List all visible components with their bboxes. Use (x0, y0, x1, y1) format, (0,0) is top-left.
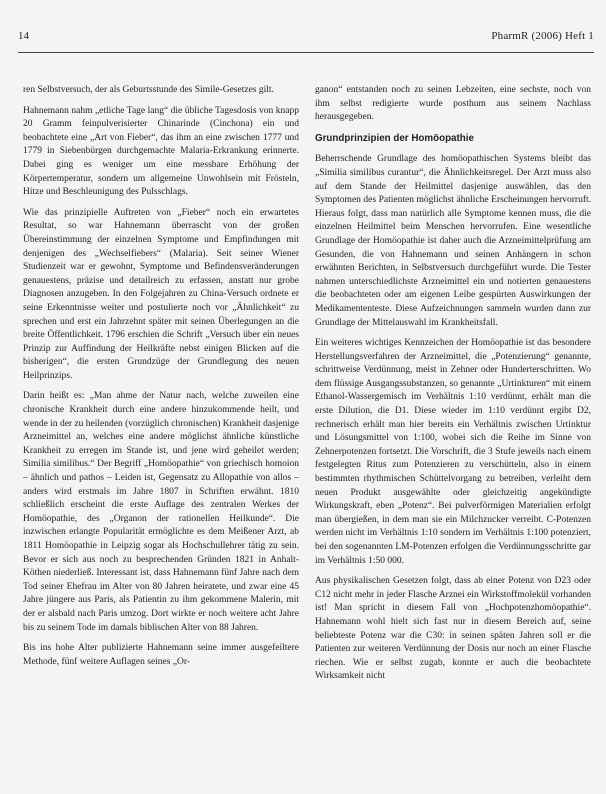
paragraph: Darin heißt es: „Man ahme der Natur nach, welche zuweilen eine chronische Krankheit durch eine andere hinzukommende heilt, und wende in der zu heilenden (vorzüglich chronischen) Krankheit dasjenige Arzneimittel an, welches eine andere möglichst ähnliche künstliche Krankheit zu erregen im Stande ist, und jene wird geheilet werden; Similia similibus.“ Der Begriff „Homöopathie“ von griechisch homoion – ähnlich und pathos – Leiden ist, Gegensatz zu Allopathie von allos – anders wird erstmals im Jahre 1807 in Schriften erwähnt. 1810 schließlich erscheint die erste Auflage des zentralen Werkes der Homöopathie, des „Organon der rationellen Heilkunde“. Die inzwischen erlangte Popularität ermöglichte es dem Meißener Arzt, ab 1811 Homöopathie in Leipzig sogar als Hochschullehrer tätig zu sein. Bevor er sich aus noch zu besprechenden Gründen 1821 in Anhalt-Köthen niederließ. Interessant ist, dass Hahnemann fünf Jahre nach dem Tod seiner Ehefrau im Alter von 80 Jahren heiratete, und zwar eine 45 Jahre jüngere aus Paris, als Patientin zu ihm gekommene Malerin, mit der er alsbald nach Paris umzog. Dort wirkte er noch weitere acht Jahre bis zu seinem Tode im damals biblischen Alter von 88 Jahren. (23, 391, 299, 633)
left-column (23, 84, 299, 784)
journal-reference: PharmR (2006) Heft 1 (491, 30, 594, 42)
paragraph: Beherrschende Grundlage des homöopathischen Systems bleibt das „Similia similibus curantur“, die Ähnlichkeitsregel. Der Arzt muss also auf dem Stande der Heilmittel dasjenige auswählen, das den Symptomen des Patienten möglichst ähnliche Erscheinungen hervorruft. Hieraus folgt, dass man natürlich alle Symptome kennen muss, die die einzelnen Heilmittel beim Menschen hervorrufen. Eine wesentliche Grundlage der Homöopathie ist daher auch die Arzneimittelprüfung am Gesunden, die von Hahnemann und seinen Anhängern in schon erwähnten Berichten, in Selbstversuch durchgeführt wurde. Die Tester nahmen unterschiedlichste Arzneimittel ein und notierten genauestens die beobachteten oder am eigenen Leibe gespürten Auswirkungen der Medikamententeste. Diese Aufzeichnungen sammeln wurden dann zur Grundlage der Mittelauswahl im Krankheitsfall. (315, 154, 591, 328)
paragraph: Wie das prinzipielle Auftreten von „Fieber“ noch ein erwartetes Resultat, so war Hahnemann überrascht von der großen Übereinstimmung der einzelnen Symptome und Empfindungen mit denjenigen des „Wechselfiebers“ (Malaria). Seit seiner Wiener Studienzeit war er gewohnt, Symptome und Befindensveränderungen genauestens, präzise und detailreich zu erfassen, anstatt nur grobe Diagnosen anzugeben. In den Folgejahren zu China-Versuch ordnete er seine Erkenntnisse weiter und postulierte noch vor „Ähnlichkeit“ zu sprechen und erst ein Jahrzehnt später mit seinen Überlegungen an die breite Öffentlichkeit. 1796 erschien die Schrift „Versuch über ein neues Prinzip zur Auffindung der Heilkräfte nebst einigen Blicken auf die bisherigen“, die ersten Grundzüge der Grundlegung des neuen Heilprinzips. (23, 207, 299, 381)
paragraph: Aus physikalischen Gesetzen folgt, dass ab einer Potenz von D23 oder C12 nicht mehr in jeder Flasche Arznei ein Wirkstoffmolekül vorhanden ist! Man spricht in diesem Fall von „Hochpotenzhomöopathie“. Hahnemann wohl hielt sich fast nur in diesem Bereich auf, seine beliebteste Potenz war die C30: in seinen späten Jahren soll er die Patienten zur weiteren Verdünnung der Dosis nur noch an einer Flasche riechen. Wie er selbst zugab, konnte er auch die beobachtete Wirksamkeit nicht (315, 576, 591, 682)
paragraph: ren Selbstversuch, der als Geburtsstunde des Simile-Gesetzes gilt. (23, 85, 274, 95)
paragraph: Ein weiteres wichtiges Kennzeichen der Homöopathie ist das besondere Herstellungsverfahren der Arzneimittel, die „Potenzierung“ genannte, schrittweise Verdünnung, meist in Zehner oder Hunderterschritten. Wo dem flüssige Ausgangssubstanzen, so genannte „Urtinkturen“ mit einem Ethanol-Wassergemisch im Verhältnis 1:10 verdünnt, erhält man die erste Dilution, die D1. Diese wieder im 1:10 verdünnt ergibt D2, rechnerisch erhält man hier bereits ein Verhältnis zwischen Urtinktur und Lösungsmittel von 1:100, wobei sich die Reihe im Sinne von Zehnerpotenzen fortsetzt. Die Vorschrift, die 3 Stufe jeweils nach einem festgelegten Ritus zum Potenzieren zu verschütteln, also in einem bestimmten rhythmischen Schüttelvorgang zu betreiben, verleiht dem neuen Produkt ausgewählte oder gleichzeitig angekündigte Wirkungskraft, eben „Potenz“. Bei pulverförmigen Materialien erfolgt man übergießen, in dem man sie ein Milchzucker verreibt. C-Potenzen werden nicht im Verhältnis 1:10 sondern im Verhältnis 1:100 potenziert, bei den sogenannten LM-Potenzen erfolgen die Verdünnungsschritte gar im Verhältnis 1:50 000. (315, 338, 591, 566)
paragraph: ganon“ entstanden noch zu seinen Lebzeiten, eine sechste, noch von ihm selbst redigierte wurde posthum aus seinem Nachlass herausgegeben. (315, 85, 591, 123)
page-header (18, 30, 594, 50)
page-number: 14 (18, 30, 29, 42)
paragraph: Hahnemann nahm „etliche Tage lang“ die übliche Tagesdosis von knapp 20 Gramm feinpulverisierter Chinarinde (Cinchona) ein und beobachtete eine „Art von Fieber“, das ihm an eine zwischen 1777 und 1779 in Siebenbürgen durchgemachte Malaria-Erkrankung erinnerte. Dabei ging es weniger um eine messbare Erhöhung der Körpertemperatur, sondern um allgemeine Unwohlsein mit Frösteln, Hitze und Beschleunigung des Pulsschlags. (23, 105, 299, 198)
section-heading: Grundprinzipien der Homöopathie (315, 132, 474, 144)
header-rule (18, 52, 594, 53)
paragraph: Bis ins hohe Alter publizierte Hahnemann seine immer ausgefeiltere Methode, fünf weitere Auflagen seines „Or- (23, 643, 299, 667)
right-column (315, 84, 591, 784)
